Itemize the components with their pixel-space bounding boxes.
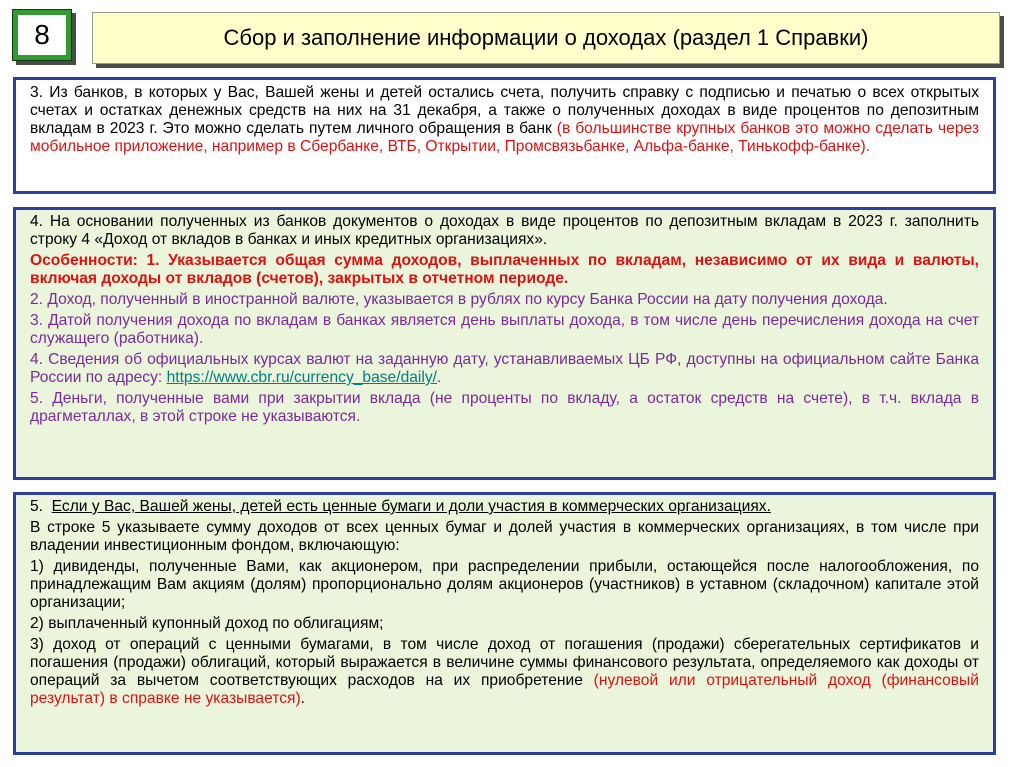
section-5-paragraph-4 xyxy=(30,636,979,708)
section-5-heading-text: Если у Вас, Вашей жены, детей есть ценные бумаги и доли участия в коммерческих организациях. xyxy=(51,498,771,515)
section-5-paragraph-4-end: . xyxy=(300,690,306,707)
cbr-currency-link[interactable]: https://www.cbr.ru/currency_base/daily/ xyxy=(166,369,437,386)
section-3-paragraph xyxy=(30,84,979,156)
section-5-paragraph-4-note: (нулевой или отрицательный доход (финансовый результат) в справке не указывается) xyxy=(30,672,979,707)
section-4-item-3: 3. Датой получения дохода по вкладам в банках является день выплаты дохода, в том числе день перечисления дохода на счет служащего (работника). xyxy=(30,312,979,347)
section-4-item-4 xyxy=(30,351,979,387)
section-5-heading xyxy=(30,498,979,516)
section-5-box xyxy=(13,492,996,755)
section-3-text: 3. Из банков, в которых у Вас, Вашей жены и детей остались счета, получить справку с подписью и печатью о всех открытых счетах и остатках денежных средств на них на 31 декабря, а также о полученных доходах в виде процентов по депозитным вкладам в 2023 г. Это можно сделать путем личного обращения в банк xyxy=(30,84,979,137)
section-5-heading-number: 5. xyxy=(30,498,52,515)
section-5-paragraph-2: 1) дивиденды, полученные Вами, как акционером, при распределении прибыли, остающейся после налогообложения, по принадлежащим Вам акциям (долям) пропорционально долям акционеров (участников) в уставном (складочном) капитале этой организации; xyxy=(30,558,979,611)
slide-number-badge xyxy=(12,9,72,61)
section-4-feature-1: Особенности: 1. Указывается общая сумма доходов, выплаченных по вкладам, независимо от их вида и валюты, включая доходы от вкладов (счетов), закрытых в отчетном периоде. xyxy=(30,252,979,287)
section-4-item-4-text: 4. Сведения об официальных курсах валют на заданную дату, устанавливаемых ЦБ РФ, доступны на официальном сайте Банка России по адресу: xyxy=(30,351,979,386)
section-5-paragraph-1: В строке 5 указываете сумму доходов от всех ценных бумаг и долей участия в коммерческих организациях, в том числе при владении инвестиционным фондом, включающую: xyxy=(30,519,979,554)
section-5-paragraph-4-text: 3) доход от операций с ценными бумагами, в том числе доход от погашения (продажи) сберегательных сертификатов и погашения (продажи) облигаций, который выражается в величине суммы финансового результата, определяемого как доходы от операций за вычетом соответствующих расходов на их приобретение xyxy=(30,636,979,689)
section-5-paragraph-3: 2) выплаченный купонный доход по облигациям; xyxy=(30,615,384,632)
section-4-box xyxy=(13,207,996,480)
section-4-item-2: 2. Доход, полученный в иностранной валюте, указывается в рублях по курсу Банка России на дату получения дохода. xyxy=(30,291,888,308)
section-4-item-4-end: . xyxy=(436,369,442,386)
section-3-box xyxy=(13,77,996,194)
section-4-intro: 4. На основании полученных из банков документов о доходах в виде процентов по депозитным вкладам в 2023 г. заполнить строку 4 «Доход от вкладов в банках и иных кредитных организациях». xyxy=(30,213,979,248)
slide-title: Сбор и заполнение информации о доходах (раздел 1 Справки) xyxy=(223,25,869,50)
slide-number: 8 xyxy=(18,15,66,55)
section-3-note: (в большинстве крупных банков это можно сделать через мобильное приложение, например в Сбербанке, ВТБ, Открытии, Промсвязьбанке, Альфа-банке, Тинькофф-банке). xyxy=(30,120,979,155)
title-bar xyxy=(92,12,1000,64)
section-4-item-5: 5. Деньги, полученные вами при закрытии вклада (не проценты по вкладу, а остаток средств на счете), в т.ч. вклада в драгметаллах, в этой строке не указываются. xyxy=(30,390,979,425)
